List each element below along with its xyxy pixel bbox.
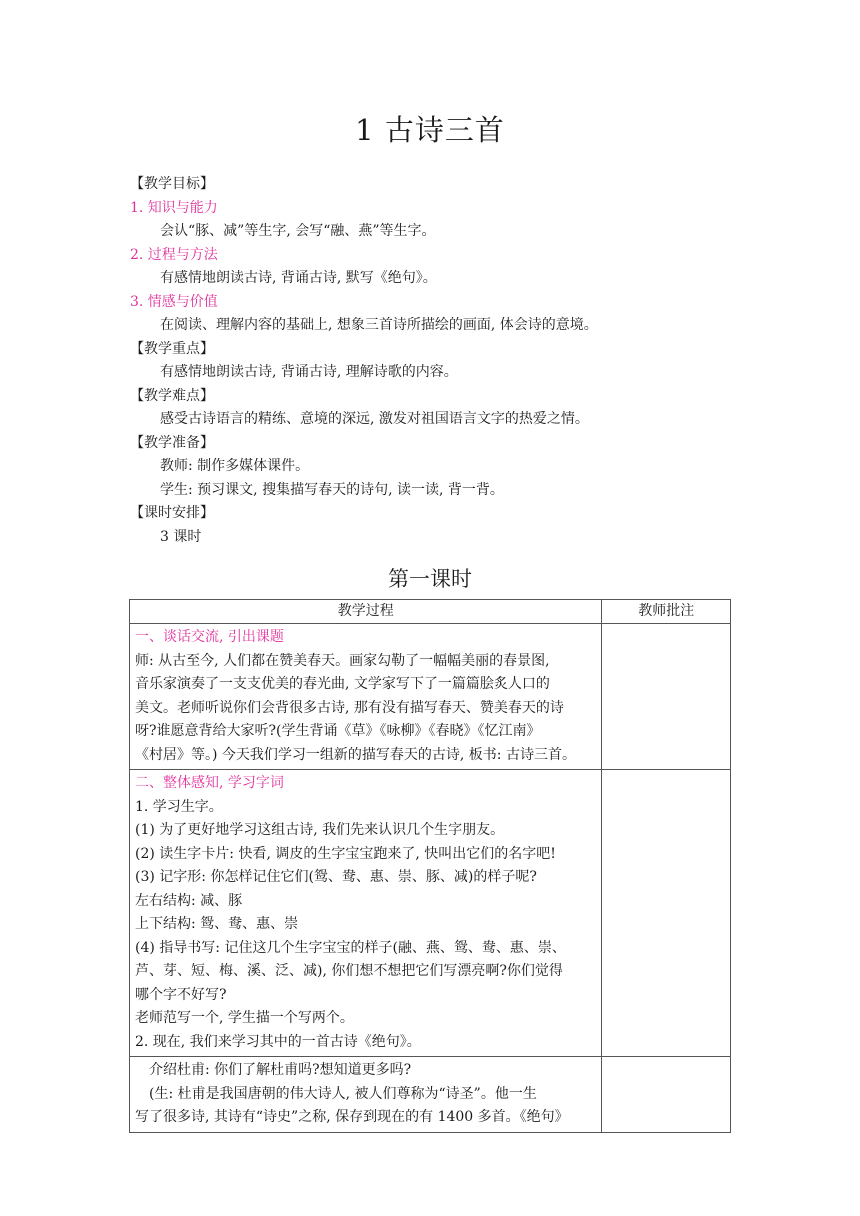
table-row [130,770,731,1057]
section1-line: 《村居》等。) 今天我们学习一组新的描写春天的古诗, 板书: 古诗三首。 [135,746,576,763]
section2-line: 哪个字不好写? [135,986,227,1003]
table-row [130,624,731,770]
section2-line: (3) 记字形: 你怎样记住它们(鸳、鸯、惠、崇、豚、减)的样子呢? [135,869,537,885]
lesson-process-table [129,599,731,1133]
knowledge-heading: 1. 知识与能力 [130,199,218,216]
schedule-heading: 【课时安排】 [130,505,214,521]
section1-heading: 一、谈话交流, 引出课题 [135,629,284,645]
column-header-notes: 教师批注 [602,600,731,624]
section2-line: 2. 现在, 我们来学习其中的一首古诗《绝句》。 [135,1033,421,1050]
column-header-process: 教学过程 [130,600,602,624]
section1-line: 师: 从古至今, 人们都在赞美春天。画家勾勒了一幅幅美丽的春景图, [135,652,550,669]
teaching-goals [130,173,730,549]
page-title: 1 古诗三首 [355,113,505,147]
section1-line: 音乐家演奏了一支支优美的春光曲, 文学家写下了一篇篇脍炙人口的 [135,676,550,692]
section1-notes-cell [602,624,731,770]
table-row [130,1057,731,1133]
section2-line: 1. 学习生字。 [135,798,223,815]
section2-cell [130,770,602,1057]
section3-notes-cell [602,1057,731,1133]
section2-heading: 二、整体感知, 学习字词 [135,775,284,791]
section1-cell [130,624,602,770]
section3-cell [130,1057,602,1133]
section1-line: 美文。老师听说你们会背很多古诗, 那有没有描写春天、赞美春天的诗 [135,699,564,716]
process-text: 有感情地朗读古诗, 背诵古诗, 默写《绝句》。 [160,270,437,286]
section2-line: (4) 指导书写: 记住这几个生字宝宝的样子(融、燕、鸳、鸯、惠、崇、 [135,939,566,956]
section2-line: 老师范写一个, 学生描一个写两个。 [135,1010,354,1026]
section3-line: (生: 杜甫是我国唐朝的伟大诗人, 被人们尊称为“诗圣”。他一生 [149,1085,537,1102]
process-heading: 2. 过程与方法 [130,246,218,263]
schedule-text: 3 课时 [160,528,202,545]
section3-line: 写了很多诗, 其诗有“诗史”之称, 保存到现在的有 1400 多首。《绝句》 [135,1109,569,1125]
section2-line: 左右结构: 减、豚 [135,892,243,909]
section2-line: 芦、芽、短、梅、溪、泛、减), 你们想不想把它们写漂亮啊?你们觉得 [135,963,563,979]
section2-line: (2) 读生字卡片: 快看, 调皮的生字宝宝跑来了, 快叫出它们的名字吧! [135,845,556,862]
objectives-heading: 【教学目标】 [130,176,214,192]
key-points-heading: 【教学重点】 [130,340,214,357]
table-header-row [130,600,731,624]
emotion-heading: 3. 情感与价值 [130,293,218,310]
section2-line: (1) 为了更好地学习这组古诗, 我们先来认识几个生字朋友。 [135,822,505,838]
section2-line: 上下结构: 鸳、鸯、惠、崇 [135,916,299,932]
section3-line: 介绍杜甫: 你们了解杜甫吗?想知道更多吗? [149,1062,412,1078]
emotion-text: 在阅读、理解内容的基础上, 想象三首诗所描绘的画面, 体会诗的意境。 [160,317,598,333]
difficulties-text: 感受古诗语言的精练、意境的深远, 激发对祖国语言文字的热爱之情。 [160,411,589,427]
preparation-student: 学生: 预习课文, 搜集描写春天的诗句, 读一读, 背一背。 [160,481,504,498]
key-points-text: 有感情地朗读古诗, 背诵古诗, 理解诗歌的内容。 [160,364,458,380]
section1-line: 呀?谁愿意背给大家听?(学生背诵《草》《咏柳》《春晓》《忆江南》 [135,723,541,739]
section2-notes-cell [602,770,731,1057]
preparation-heading: 【教学准备】 [130,434,214,451]
knowledge-text: 会认“豚、减”等生字, 会写“融、燕”等生字。 [160,223,436,239]
preparation-teacher: 教师: 制作多媒体课件。 [160,458,310,474]
difficulties-heading: 【教学难点】 [130,387,214,404]
lesson-title: 第一课时 [388,567,472,591]
